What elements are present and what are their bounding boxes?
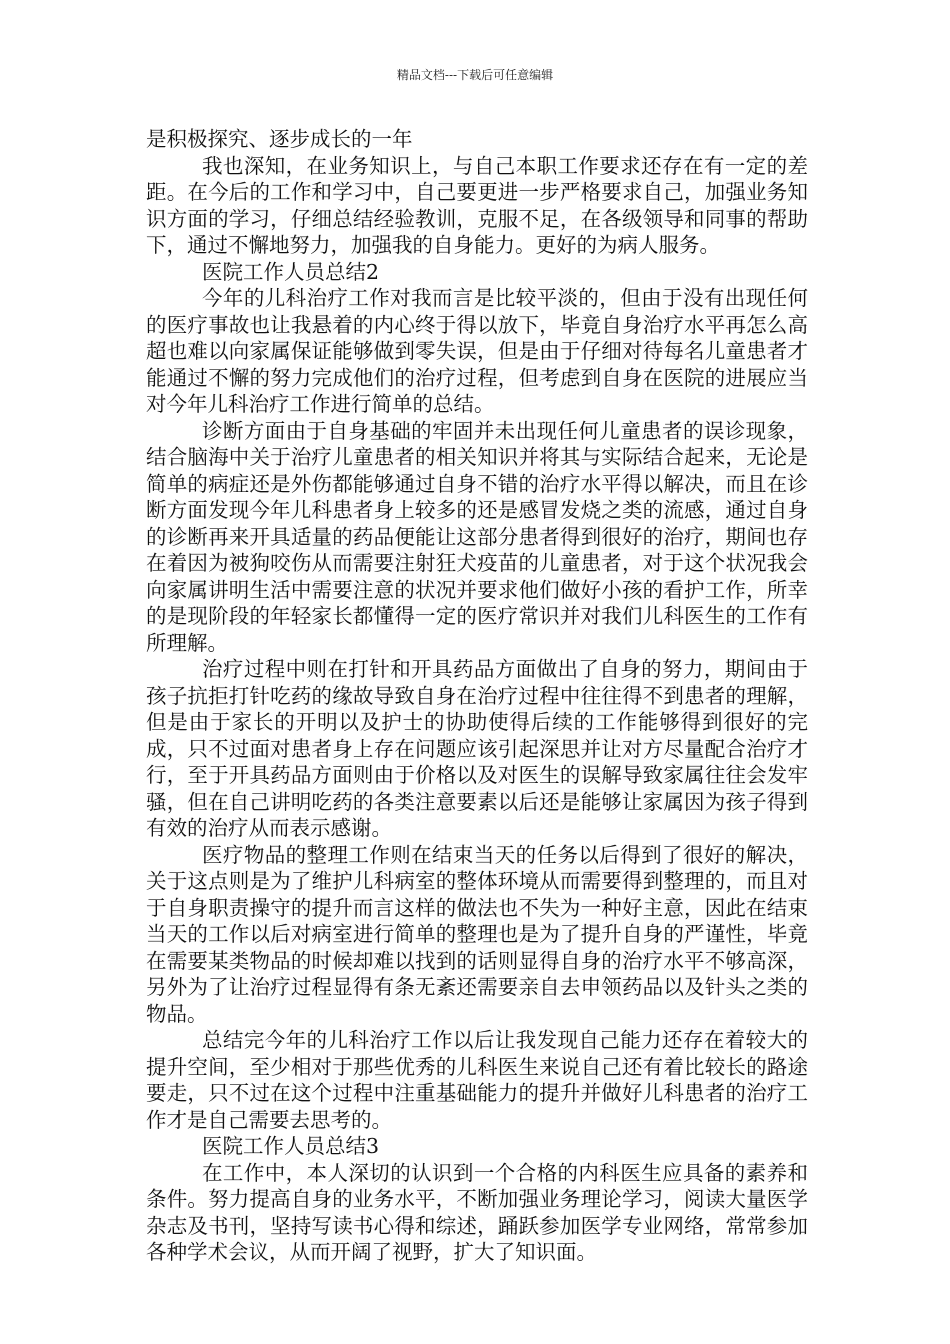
document-body bbox=[146, 126, 808, 1266]
paragraph: 今年的儿科治疗工作对我而言是比较平淡的，但由于没有出现任何的医疗事故也让我悬着的内心终于得以放下，毕竟自身治疗水平再怎么高超也难以向家属保证能够做到零失误，但是由于仔细对待每名儿童患者才能通过不懈的努力完成他们的治疗过程，但考虑到自身在医院的进展应当对今年儿科治疗工作进行简单的总结。 bbox=[146, 286, 808, 416]
paragraph: 诊断方面由于自身基础的牢固并未出现任何儿童患者的误诊现象，结合脑海中关于治疗儿童患者的相关知识并将其与实际结合起来，无论是简单的病症还是外伤都能够通过自身不错的治疗水平得以解决，而且在诊断方面发现今年儿科患者身上较多的还是感冒发烧之类的流感，通过自身的诊断再来开具适量的药品便能让这部分患者得到很好的治疗，期间也存在着因为被狗咬伤从而需要注射狂犬疫苗的儿童患者，对于这个状况我会向家属讲明生活中需要注意的状况并要求他们做好小孩的看护工作，所幸的是现阶段的年轻家长都懂得一定的医疗常识并对我们儿科医生的工作有所理解。 bbox=[146, 418, 808, 655]
section-heading: 医院工作人员总结2 bbox=[202, 259, 380, 284]
paragraph: 治疗过程中则在打针和开具药品方面做出了自身的努力，期间由于孩子抗拒打针吃药的缘故导致自身在治疗过程中往往得不到患者的理解，但是由于家长的开明以及护士的协助使得后续的工作能够得到很好的完成，只不过面对患者身上存在问题应该引起深思并让对方尽量配合治疗才行，至于开具药品方面则由于价格以及对医生的误解导致家属往往会发牢骚，但在自己讲明吃药的各类注意要素以后还是能够让家属因为孩子得到有效的治疗从而表示感谢。 bbox=[146, 657, 808, 840]
page-header: 精品文档---下载后可任意编辑 bbox=[396, 68, 554, 82]
paragraph: 医疗物品的整理工作则在结束当天的任务以后得到了很好的解决，关于这点则是为了维护儿科病室的整体环境从而需要得到整理的，而且对于自身职责操守的提升而言这样的做法也不失为一种好主意，因此在结束当天的工作以后对病室进行简单的整理也是为了提升自身的严谨性，毕竟在需要某类物品的时候却难以找到的话则显得自身的治疗水平不够高深，另外为了让治疗过程显得有条无紊还需要亲自去申领药品以及针头之类的物品。 bbox=[146, 842, 808, 1026]
section-heading: 医院工作人员总结3 bbox=[202, 1134, 380, 1158]
paragraph: 在工作中，本人深切的认识到一个合格的内科医生应具备的素养和条件。努力提高自身的业务水平，不断加强业务理论学习，阅读大量医学杂志及书刊，坚持写读书心得和综述，踊跃参加医学专业网络，常常参加各种学术会议，从而开阔了视野，扩大了知识面。 bbox=[146, 1160, 808, 1264]
paragraph: 是积极探究、逐步成长的一年 bbox=[146, 127, 413, 151]
paragraph: 总结完今年的儿科治疗工作以后让我发现自己能力还存在着较大的提升空间，至少相对于那些优秀的儿科医生来说自己还有着比较长的路途要走，只不过在这个过程中注重基础能力的提升并做好儿科患者的治疗工作才是自己需要去思考的。 bbox=[146, 1028, 808, 1132]
paragraph: 我也深知，在业务知识上，与自己本职工作要求还存在有一定的差距。在今后的工作和学习中，自己要更进一步严格要求自己，加强业务知识方面的学习，仔细总结经验教训，克服不足，在各级领导和同事的帮助下，通过不懈地努力，加强我的自身能力。更好的为病人服务。 bbox=[146, 153, 808, 257]
